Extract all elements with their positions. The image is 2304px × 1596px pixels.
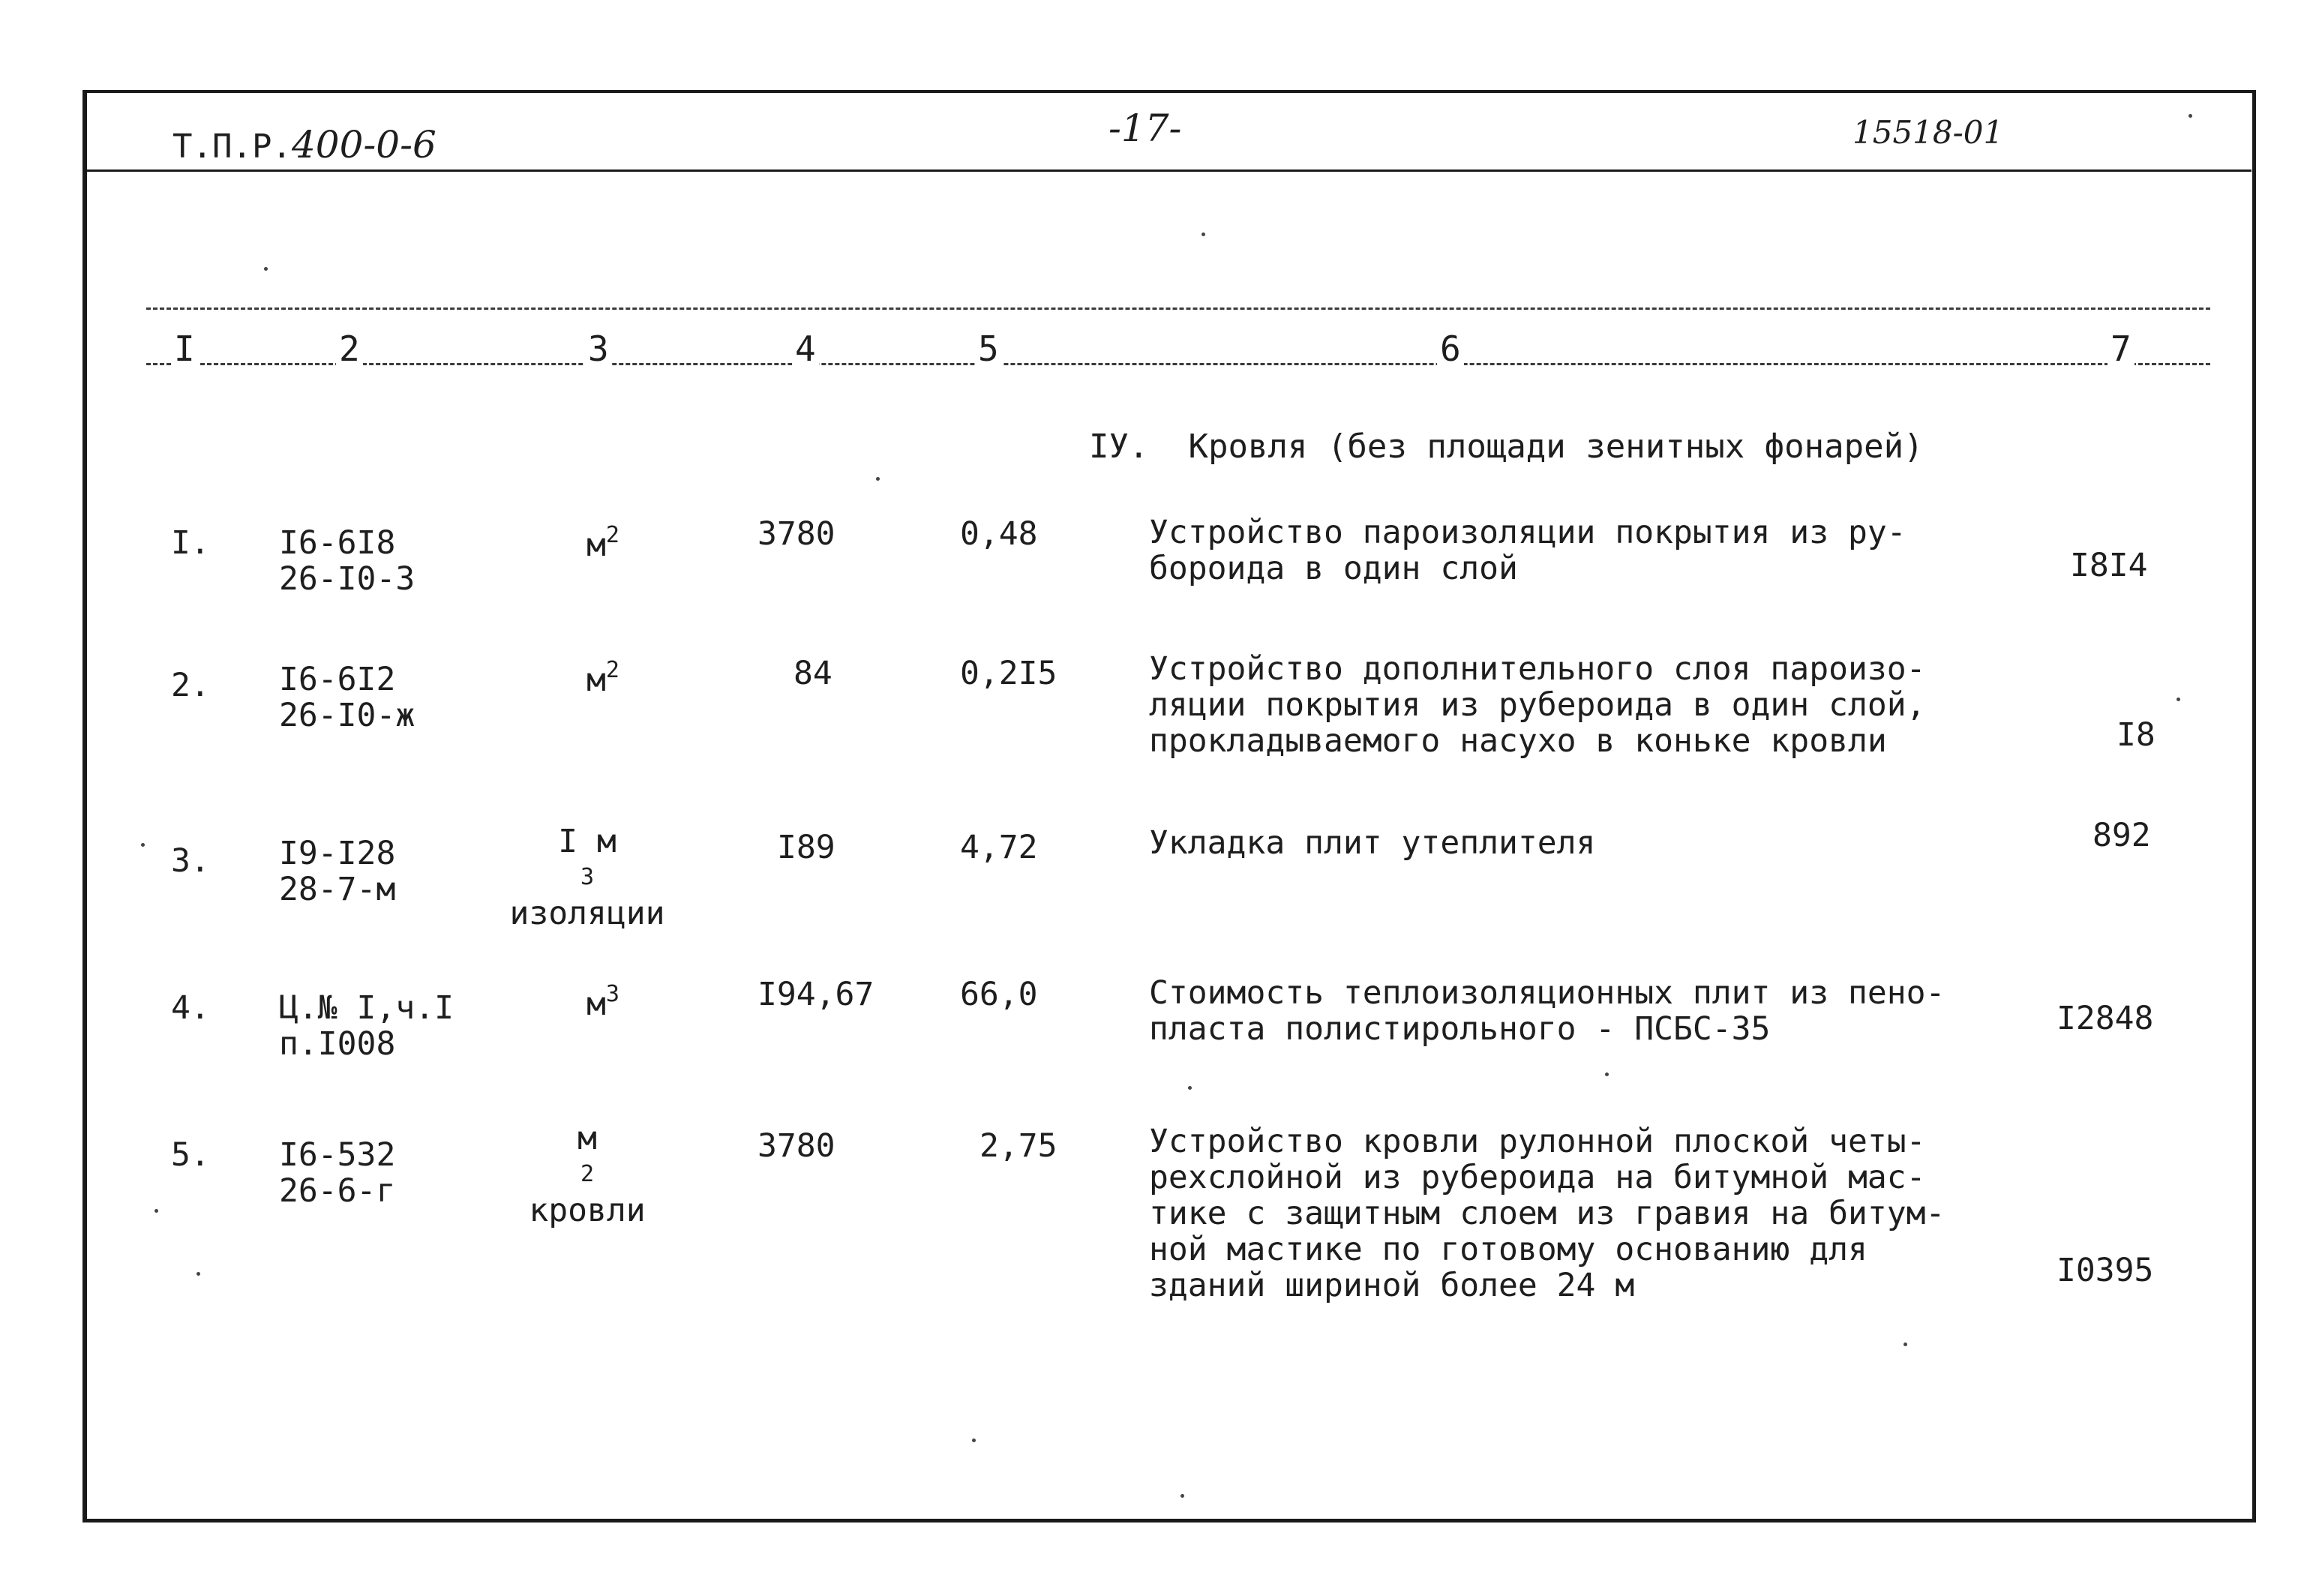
- doc-code: [172, 123, 436, 166]
- section-number: IУ.: [1089, 428, 1149, 466]
- work-description: Устройство кровли рулонной плоской четы- рехслойной из рубероида на битумной мас- тике с защитным слоем из гравия на битум- ной мастике по готовому основанию для зданий шириной более 24 м: [1149, 1123, 1946, 1304]
- work-description: Устройство пароизоляции покрытия из ру- бороида в один слой: [1149, 514, 1906, 587]
- scan-speck: [1904, 1342, 1907, 1346]
- unit: $м^3$: [586, 981, 620, 1023]
- work-description: Стоимость теплоизоляционных плит из пено- пласта полистирольного - ПСБС-35: [1149, 974, 1946, 1048]
- unit: $м^2$: [586, 657, 620, 699]
- quantity: I94,67: [758, 976, 874, 1013]
- quantity: I89: [777, 829, 836, 866]
- doc-code-printed: Т.П.Р.: [172, 128, 292, 166]
- unit-price: 4,72: [960, 829, 1038, 866]
- scan-speck: [1202, 232, 1205, 236]
- unit-price: 2,75: [980, 1127, 1058, 1165]
- row-number: 4.: [171, 989, 210, 1027]
- section-title: [1089, 428, 1924, 466]
- row-number: 3.: [171, 842, 210, 880]
- column-number-4: 4: [792, 330, 819, 368]
- column-number-5: 5: [975, 330, 1002, 368]
- scan-speck: [972, 1438, 976, 1442]
- unit: I м 3 изоляции: [509, 823, 665, 932]
- norm-code: I6-6I8 26-I0-3: [279, 524, 416, 598]
- quantity: 3780: [758, 515, 836, 553]
- quantity: 3780: [758, 1127, 836, 1165]
- unit: $м^2$: [586, 522, 620, 564]
- norm-code: I9-I28 28-7-м: [279, 835, 396, 908]
- work-description: Укладка плит утеплителя: [1149, 824, 1596, 862]
- scan-speck: [141, 843, 145, 847]
- unit: м 2 кровли: [529, 1120, 646, 1229]
- row-number: 2.: [171, 667, 210, 704]
- page-number: -17-: [1108, 106, 1182, 150]
- norm-code: I6-532 26-6-г: [279, 1136, 396, 1210]
- column-header-top-rule: [146, 308, 2210, 310]
- norm-code: I6-6I2 26-I0-ж: [279, 661, 416, 734]
- scan-speck: [2188, 114, 2192, 118]
- section-title-text: Кровля (без площади зенитных фонарей): [1188, 428, 1924, 466]
- scan-speck: [2176, 698, 2180, 701]
- norm-code: Ц.№ I,ч.I п.I008: [279, 989, 454, 1063]
- column-number-3: 3: [585, 330, 612, 368]
- inventory-number: 15518-01: [1852, 114, 2004, 151]
- scan-speck: [264, 267, 268, 271]
- column-number-7: 7: [2108, 330, 2134, 368]
- unit-price: 66,0: [960, 976, 1038, 1013]
- column-number-1: I: [171, 330, 198, 368]
- scan-speck: [1180, 1494, 1184, 1498]
- scan-speck: [1605, 1072, 1609, 1076]
- scan-speck: [196, 1272, 200, 1276]
- row-number: 5.: [171, 1136, 210, 1174]
- row-number: I.: [171, 524, 210, 562]
- unit-price: 0,2I5: [960, 655, 1058, 692]
- scan-speck: [154, 1209, 158, 1213]
- unit-price: 0,48: [960, 515, 1038, 553]
- total-cost: 892: [2092, 817, 2151, 854]
- quantity: 84: [794, 655, 832, 692]
- total-cost: I0395: [2056, 1252, 2154, 1289]
- column-number-2: 2: [336, 330, 363, 368]
- page-frame: [82, 90, 2256, 1522]
- total-cost: I8I4: [2070, 547, 2148, 584]
- column-header-bottom-rule: [146, 363, 2210, 365]
- doc-code-handwritten: 400-0-6: [291, 123, 436, 166]
- work-description: Устройство дополнительного слоя пароизо- ляции покрытия из рубероида в один слой, прокладываемого насухо в коньке кровли: [1149, 650, 1926, 760]
- column-number-6: 6: [1437, 330, 1464, 368]
- header-rule: [87, 170, 2252, 172]
- total-cost: I2848: [2056, 1000, 2154, 1037]
- total-cost: I8: [2116, 716, 2156, 754]
- scan-speck: [876, 477, 880, 481]
- scan-speck: [1188, 1086, 1192, 1090]
